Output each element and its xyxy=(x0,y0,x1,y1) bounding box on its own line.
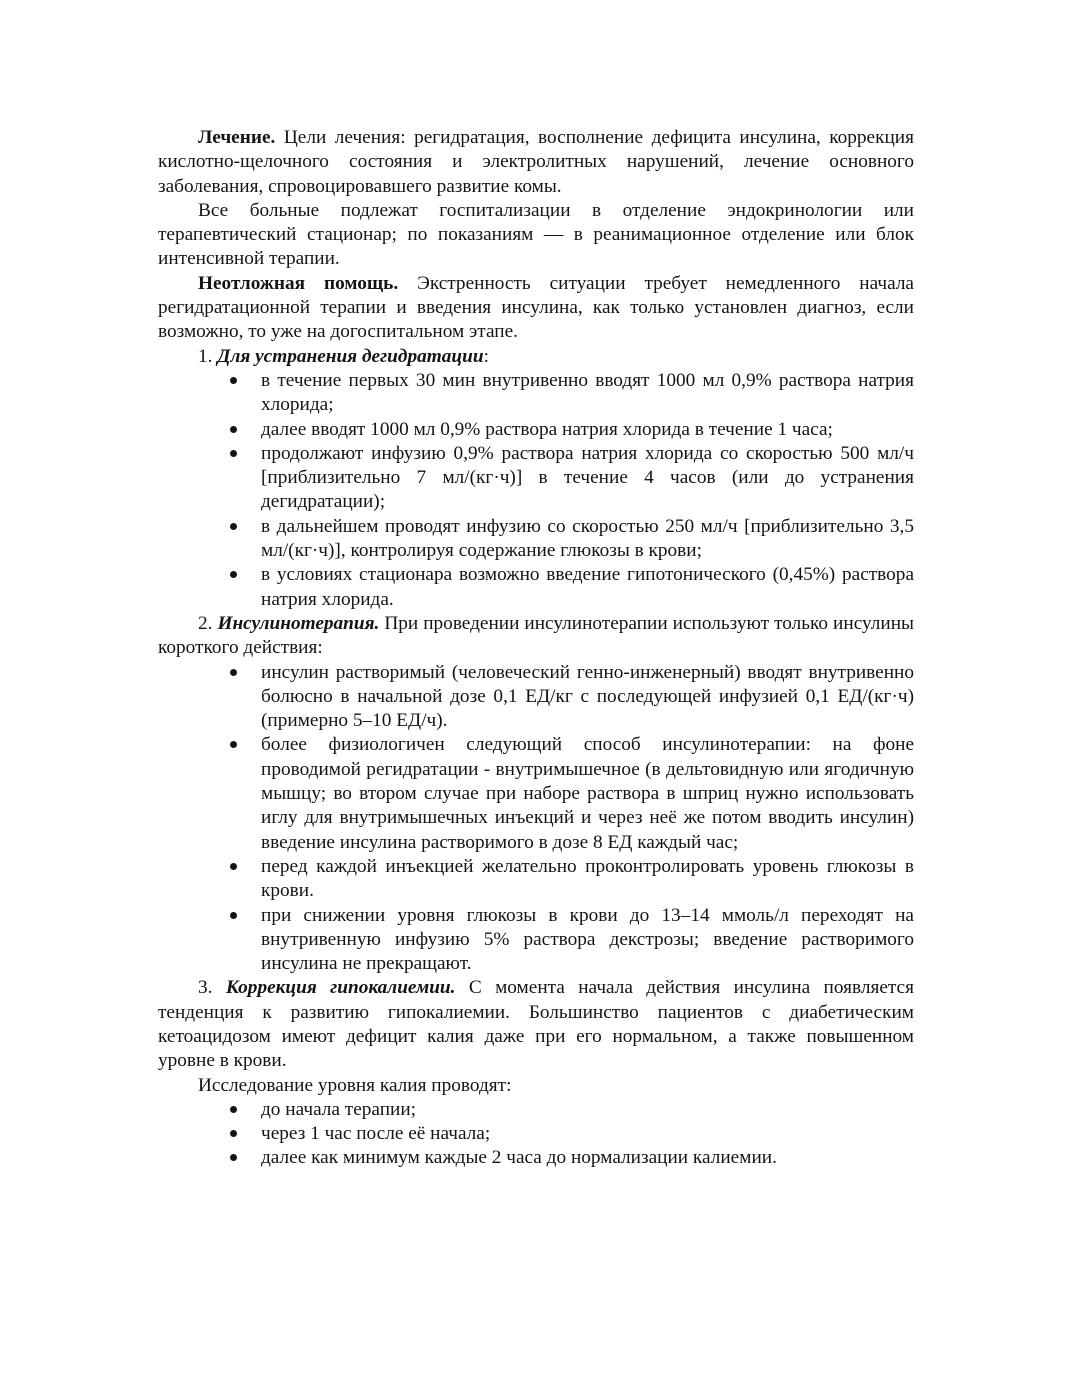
list-item: инсулин растворимый (человеческий генно-инженерный) вводят внутривенно болюсно в начальной дозе 0,1 ЕД/кг с последующей инфузией 0,1 ЕД/(кг·ч) (примерно 5–10 ЕД/ч). xyxy=(261,661,914,734)
emergency-paragraph xyxy=(158,272,914,345)
list-item: далее вводят 1000 мл 0,9% раствора натрия хлорида в течение 1 часа; xyxy=(261,418,914,442)
emergency-heading: Неотложная помощь. xyxy=(198,272,399,294)
list-item: при снижении уровня глюкозы в крови до 13–14 ммоль/л переходят на внутривенную инфузию 5% раствора декстрозы; введение растворимого инсулина не прекращают. xyxy=(261,904,914,977)
section1-heading xyxy=(158,345,914,369)
list-item: через 1 час после её начала; xyxy=(261,1122,914,1146)
section2-list xyxy=(158,661,914,977)
list-item: далее как минимум каждые 2 часа до нормализации калиемии. xyxy=(261,1146,914,1170)
list-item: продолжают инфузию 0,9% раствора натрия хлорида со скоростью 500 мл/ч [приблизительно 7 мл/(кг·ч)] в течение 4 часов (или до устранения дегидратации); xyxy=(261,442,914,515)
section1-number: 1. xyxy=(198,345,218,367)
list-item: до начала терапии; xyxy=(261,1098,914,1122)
list-item: в течение первых 30 мин внутривенно вводят 1000 мл 0,9% раствора натрия хлорида; xyxy=(261,369,914,418)
treatment-paragraph xyxy=(158,126,914,199)
potassium-list xyxy=(158,1098,914,1171)
section2-paragraph xyxy=(158,612,914,661)
section3-text: С момента начала действия инсулина появляется тенденция к развитию гипокалиемии. Большинство пациентов с диабетическим кетоацидозом имеют дефицит калия даже при его нормальном, а также повышенном уровне в крови. xyxy=(158,977,914,1072)
section1-title: Для устранения дегидратации xyxy=(217,345,484,367)
potassium-intro: Исследование уровня калия проводят: xyxy=(198,1074,512,1096)
list-item: в условиях стационара возможно введение гипотонического (0,45%) раствора натрия хлорида. xyxy=(261,563,914,612)
section1-list xyxy=(158,369,914,612)
section2-title: Инсулинотерапия. xyxy=(217,612,380,634)
treatment-heading: Лечение. xyxy=(198,127,276,148)
section2-number: 2. xyxy=(198,612,218,634)
section3-title: Коррекция гипокалиемии. xyxy=(225,977,456,999)
hospitalization-paragraph: Все больные подлежат госпитализации в отделение эндокринологии или терапевтический стационар; по показаниям — в реанимационное отделение или блок интенсивной терапии. xyxy=(158,199,914,270)
list-item: более физиологичен следующий способ инсулинотерапии: на фоне проводимой регидратации - внутримышечное (в дельтовидную или ягодичную мышцу; во втором случае при наборе раствора в шприц нужно использовать иглу для внутримышечных инъекций и через неё же потом вводить инсулин) введение инсулина растворимого в дозе 8 ЕД каждый час; xyxy=(261,733,914,854)
section3-paragraph xyxy=(158,976,914,1073)
document-page xyxy=(158,126,914,1171)
treatment-text: Цели лечения: регидратация, восполнение дефицита инсулина, коррекция кислотно-щелочного состояния и электролитных нарушений, лечение основного заболевания, спровоцировавшего развитие комы. xyxy=(158,127,914,197)
section2-text: При проведении инсулинотерапии используют только инсулины короткого действия: xyxy=(158,612,914,659)
list-item: в дальнейшем проводят инфузию со скоростью 250 мл/ч [приблизительно 3,5 мл/(кг·ч)], контролируя содержание глюкозы в крови; xyxy=(261,515,914,564)
section3-number: 3. xyxy=(198,977,226,999)
section1-suffix: : xyxy=(483,345,489,367)
emergency-text: Экстренность ситуации требует немедленного начала регидратационной терапии и введения инсулина, как только установлен диагноз, если возможно, то уже на догоспитальном этапе. xyxy=(158,272,914,343)
list-item: перед каждой инъекцией желательно проконтролировать уровень глюкозы в крови. xyxy=(261,855,914,904)
